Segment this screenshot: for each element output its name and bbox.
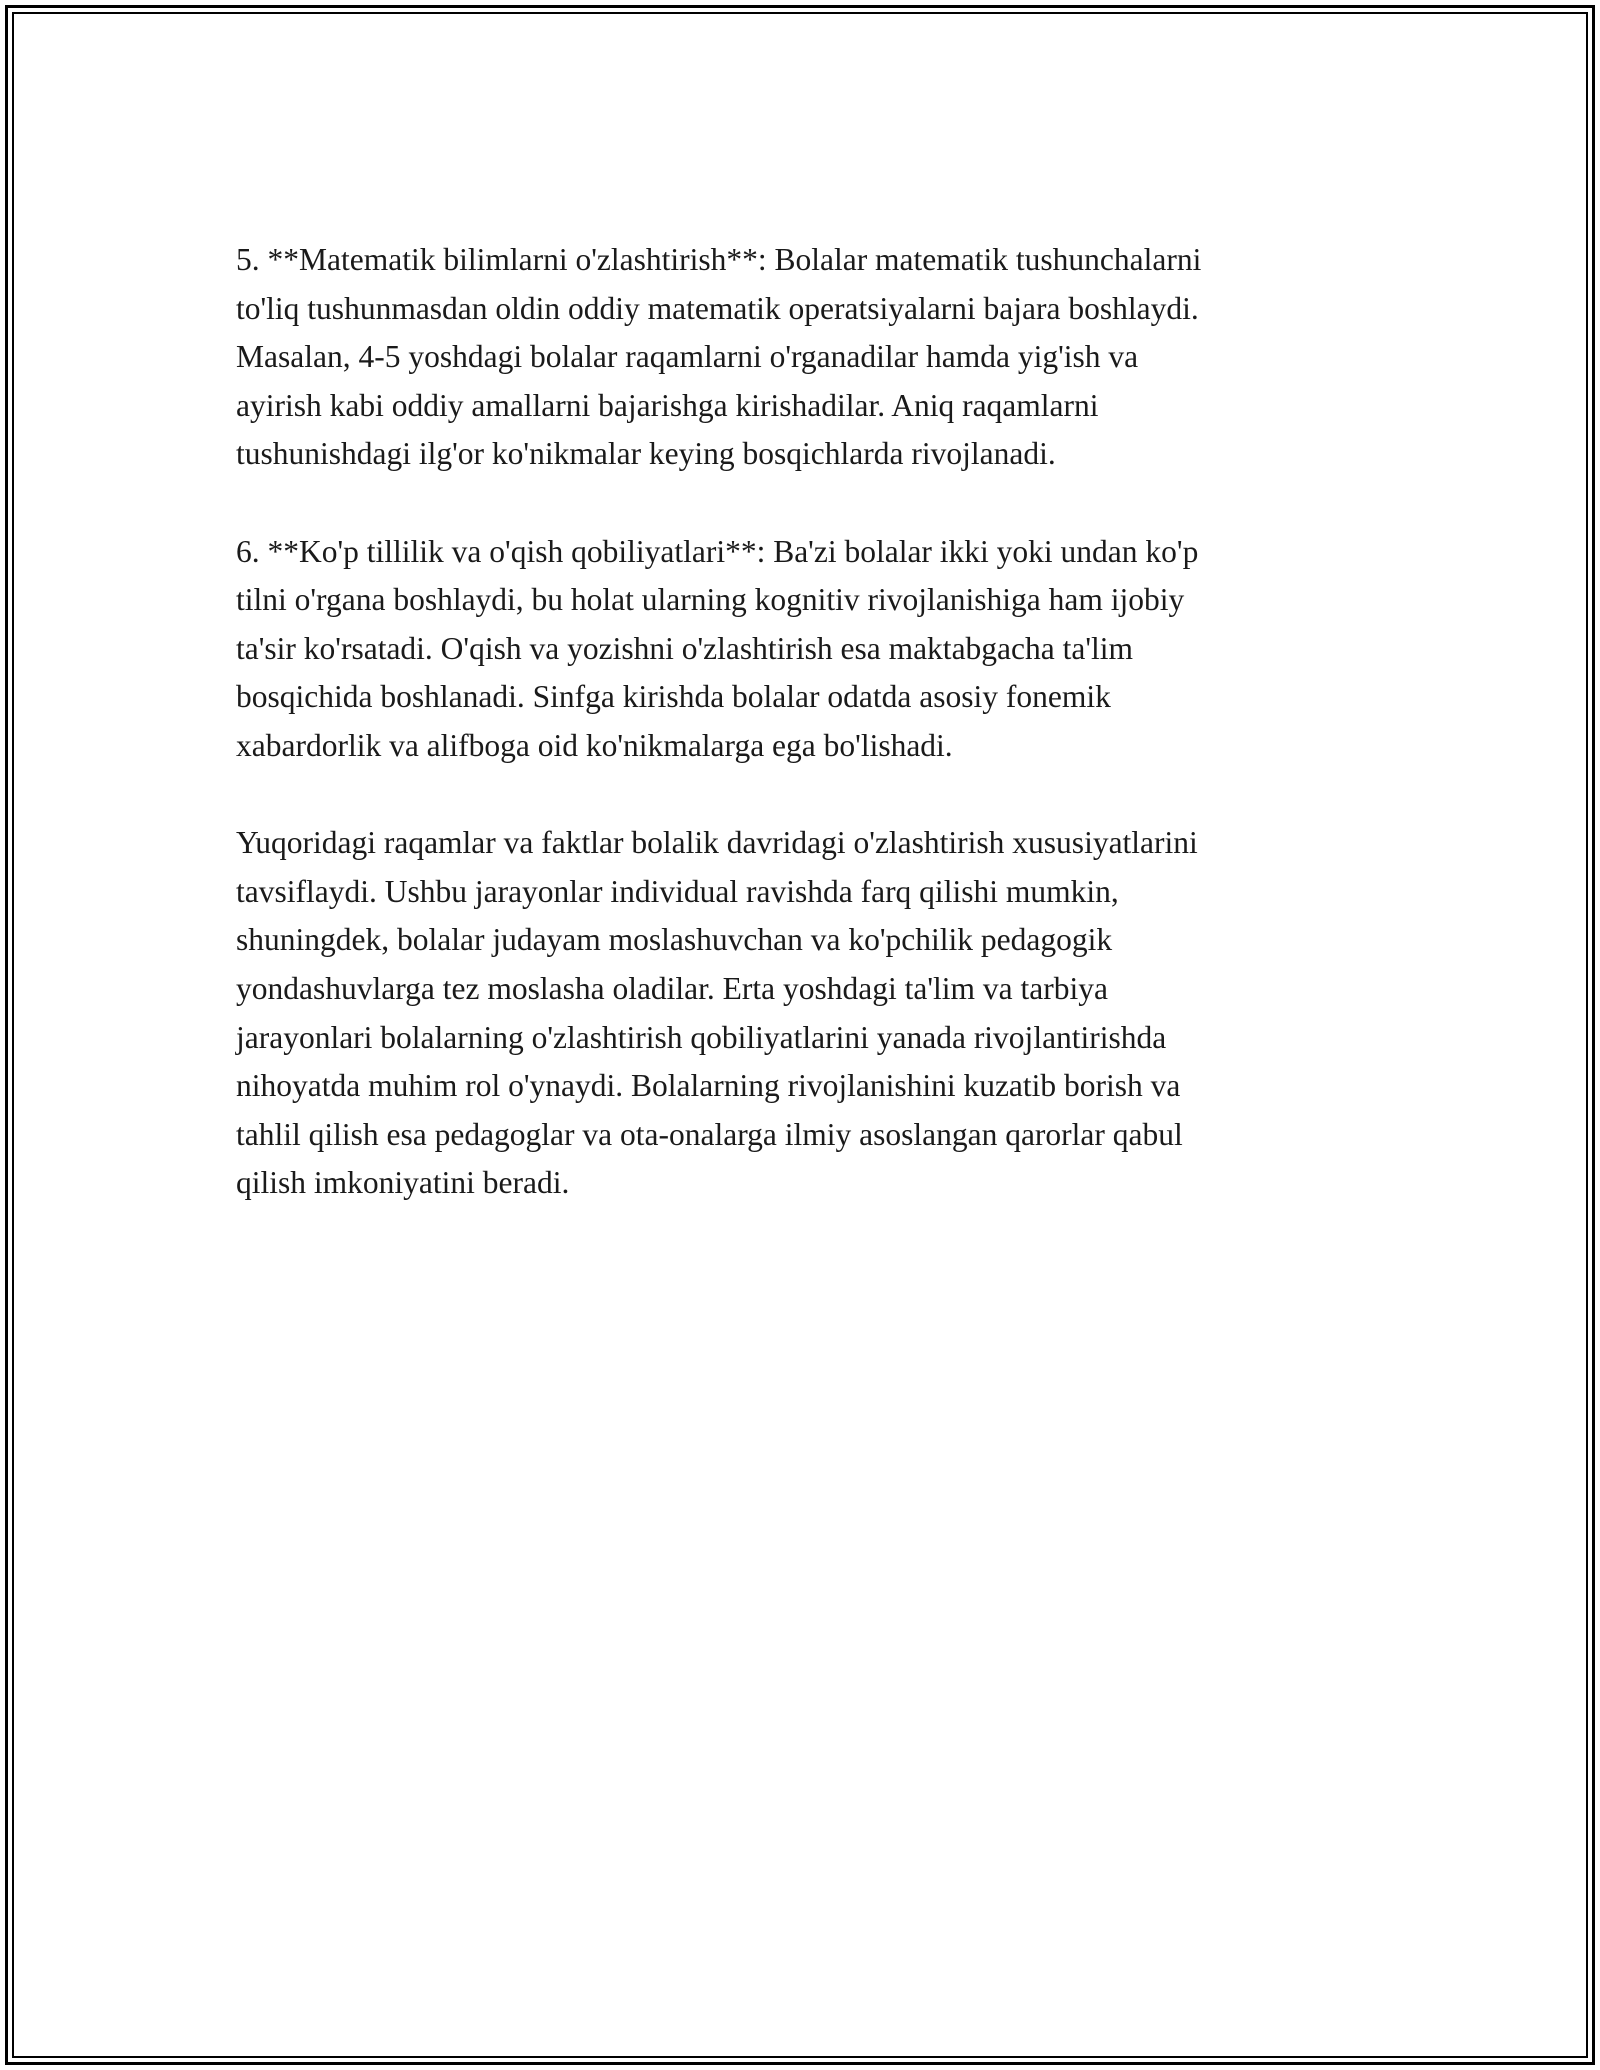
document-body (236, 236, 1366, 1256)
paragraph-math-skills: 5. **Matematik bilimlarni o'zlashtirish**: Bolalar matematik tushunchalarni to'liq tushunmasdan oldin oddiy matematik operatsiyalarni bajara boshlaydi. Masalan, 4-5 yoshdagi bolalar raqamlarni o'rganadilar hamda yig'ish va ayirish kabi oddiy amallarni bajarishga kirishadilar. Aniq raqamlarni tushunishdagi ilg'or ko'nikmalar keying bosqichlarda rivojlanadi. (236, 242, 1202, 472)
paragraph-conclusion: Yuqoridagi raqamlar va faktlar bolalik davridagi o'zlashtirish xususiyatlarini tavsiflaydi. Ushbu jarayonlar individual ravishda farq qilishi mumkin, shuningdek, bolalar judayam moslashuvchan va ko'pchilik pedagogik yondashuvlarga tez moslasha oladilar. Erta yoshdagi ta'lim va tarbiya jarayonlari bolalarning o'zlashtirish qobiliyatlarini yanada rivojlantirishda nihoyatda muhim rol o'ynaydi. Bolalarning rivojlanishini kuzatib borish va tahlil qilish esa pedagoglar va ota-onalarga ilmiy asoslangan qarorlar qabul qilish imkoniyatini beradi. (236, 825, 1198, 1201)
paragraph-multilingual-reading: 6. **Ko'p tillilik va o'qish qobiliyatlari**: Ba'zi bolalar ikki yoki undan ko'p tilni o'rgana boshlaydi, bu holat ularning kognitiv rivojlanishiga ham ijobiy ta'sir ko'rsatadi. O'qish va yozishni o'zlashtirish esa maktabgacha ta'lim bosqichida boshlanadi. Sinfga kirishda bolalar odatda asosiy fonemik xabardorlik va alifboga oid ko'nikmalarga ega bo'lishadi. (236, 533, 1199, 763)
